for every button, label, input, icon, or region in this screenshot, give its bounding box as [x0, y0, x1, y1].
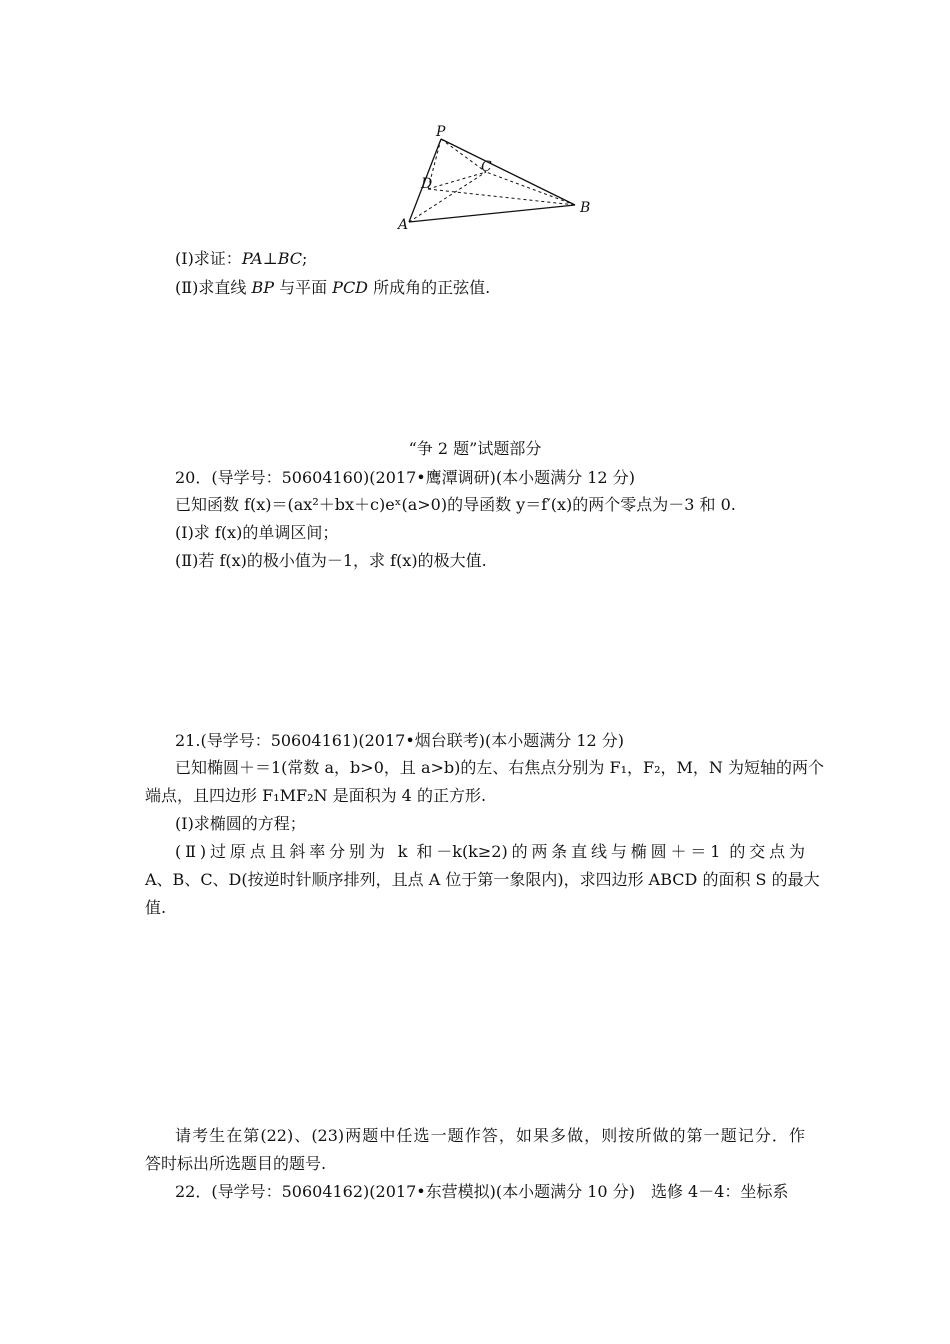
label-p: P	[436, 124, 446, 140]
q19-part2-c: 所成角的正弦值.	[368, 278, 491, 297]
q19-part2-b: 与平面	[273, 278, 333, 297]
edge-pc	[441, 139, 486, 172]
q19-part1-end: ;	[302, 249, 308, 268]
label-d: D	[421, 176, 433, 192]
instructions-line2: 答时标出所选题目的题号.	[145, 1154, 327, 1173]
q19-part1-math: PA⊥BC	[241, 249, 303, 268]
edge-db	[428, 189, 575, 205]
q19-part1-prefix: (Ⅰ)求证：	[175, 249, 242, 268]
q22-header: 22．(导学号：50604162)(2017•东营模拟)(本小题满分 10 分) 选修 4－4：坐标系	[175, 1182, 789, 1201]
q20-part2: (Ⅱ)若 f(x)的极小值为－1，求 f(x)的极大值.	[175, 551, 487, 570]
tetrahedron-figure	[0, 0, 950, 240]
label-a: A	[398, 217, 409, 233]
q19-part2-a: (Ⅱ)求直线	[175, 278, 252, 297]
q21-stem-line2: 端点，且四边形 F₁MF₂N 是面积为 4 的正方形.	[145, 786, 487, 805]
label-b: B	[580, 200, 591, 216]
q20-part1: (Ⅰ)求 f(x)的单调区间；	[175, 523, 339, 542]
edge-ab	[409, 205, 575, 222]
q19-part2	[175, 277, 490, 299]
q19-part2-bp: BP	[251, 278, 274, 297]
q21-part2-line1: (Ⅱ)过原点且斜率分别为 k 和－k(k≥2)的两条直线与椭圆＋＝1 的交点为	[175, 842, 805, 861]
instructions-line1: 请考生在第(22)、(23)两题中任选一题作答，如果多做，则按所做的第一题记分．作	[175, 1126, 805, 1145]
q21-part1: (Ⅰ)求椭圆的方程；	[175, 814, 306, 833]
label-c: C	[481, 159, 492, 175]
q21-stem-line1: 已知椭圆＋＝1(常数 a，b>0，且 a>b)的左、右焦点分别为 F₁，F₂，M，N 为短轴的两个	[175, 758, 824, 777]
q20-stem: 已知函数 f(x)＝(ax²＋bx＋c)eˣ(a>0)的导函数 y＝f′(x)的两个零点为－3 和 0.	[175, 495, 736, 514]
q21-part2-line3: 值.	[145, 898, 167, 917]
q21-header: 21.(导学号：50604161)(2017•烟台联考)(本小题满分 12 分)	[175, 731, 625, 750]
q19-part1	[175, 248, 307, 270]
section-title: “争 2 题”试题部分	[408, 439, 542, 458]
q21-part2-line2: A、B、C、D(按逆时针顺序排列，且点 A 位于第一象限内)，求四边形 ABCD 的面积 S 的最大	[145, 870, 820, 889]
q19-part2-pcd: PCD	[332, 278, 369, 297]
q20-header: 20．(导学号：50604160)(2017•鹰潭调研)(本小题满分 12 分)	[175, 468, 635, 487]
edge-dc	[428, 172, 486, 189]
edge-pb	[441, 139, 575, 205]
